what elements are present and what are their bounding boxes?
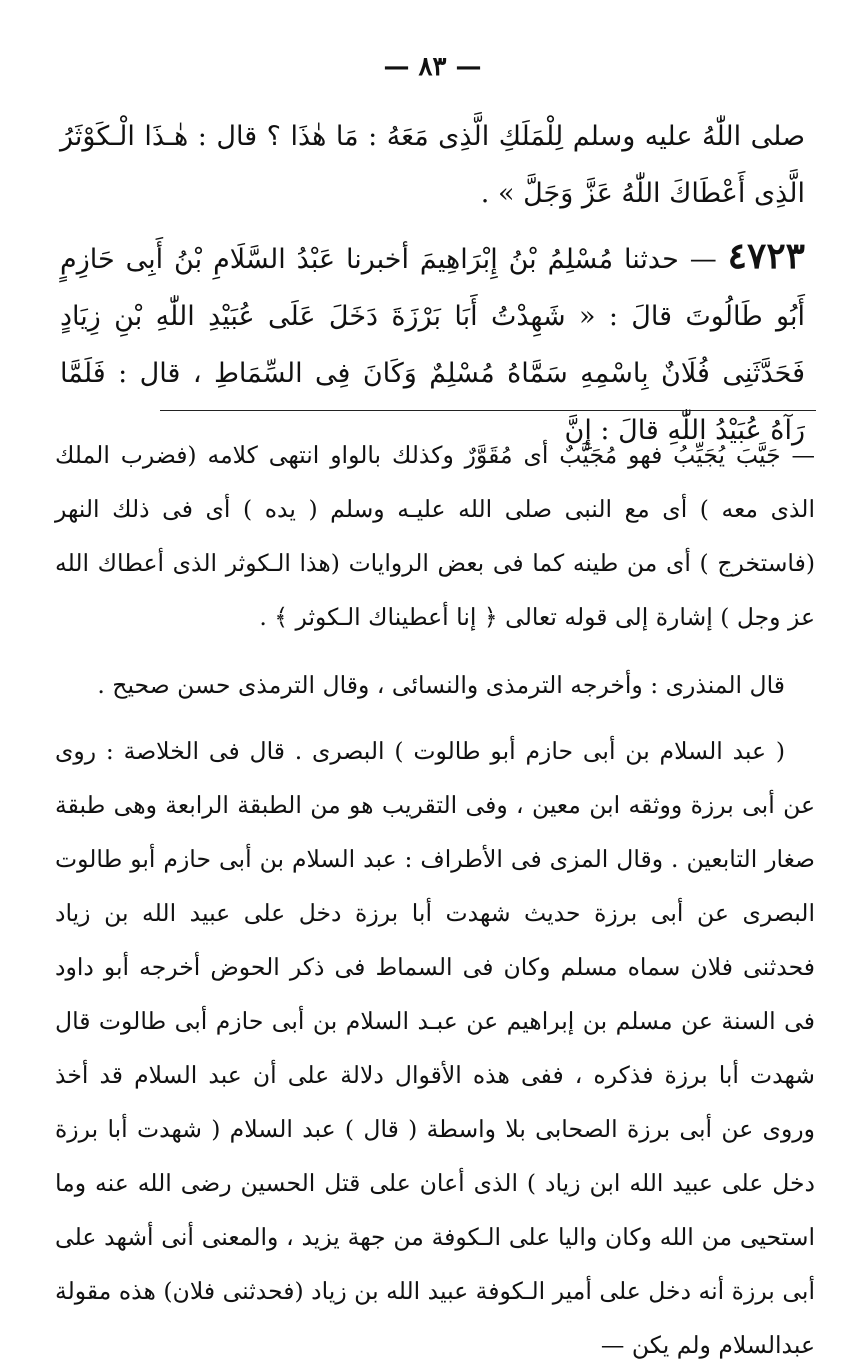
commentary-paragraph-3: ( عبد السلام بن أبى حازم أبو طالوت ) البصرى . قال فى الخلاصة : روى عن أبى برزة ووثقه ابن معين ، وفى التقريب هو من الطبقة الرابعة وهى طبقة صغار التابعين . وقال المزى فى الأطراف : عبد السلام بن أبى حازم أبو طالوت البصرى عن أبى برزة حديث شهدت أبا برزة دخل على عبيد الله بن زياد فحدثنى فلان سماه مسلم وكان فى السماط فى ذكر الحوض أخرجه أبو داود فى السنة عن مسلم بن إبراهيم عن عبـد السلام بن أبى حازم أبى طالوت قال شهدت أبا برزة فذكره ، ففى هذه الأقوال دلالة على أن عبد السلام قد أخذ وروى عن أبى برزة الصحابى بلا واسطة ( قال ) عبد السلام ( شهدت أبا برزة دخل على عبيد الله ابن زياد ) الذى أعان على قتل الحسين رضى الله عنه وما استحيى من الله وكان واليا على الـكوفة من جهة يزيد ، والمعنى أنى أشهد على أبى برزة أنه دخل على أمير الـكوفة عبيد الله بن زياد (فحدثنى فلان) هذه مقولة عبدالسلام ولم يكن — — [55, 737, 815, 1359]
footnote-divider — [160, 410, 816, 411]
hadith-text: — حدثنا مُسْلِمُ بْنُ إِبْرَاهِيمَ أخبرنا عَبْدُ السَّلَامِ بْنُ أَبِى حَازِمٍ أَبُو طَالُوتَ قالَ : « شَهِدْتُ أَبَا بَرْزَةَ دَخَلَ عَلَى عُبَيْدِ اللّٰهِ بْنِ زِيَادٍ فَحَدَّثَنِى فُلَانٌ بِاسْمِهِ سَمَّاهُ مُسْلِمٌ وَكَانَ فِى السِّمَاطِ ، قال : فَلَمَّا رَآهُ عُبَيْدُ اللّٰهِ قالَ : إِنَّ — [60, 244, 805, 446]
page-number: — ٨٣ — — [383, 52, 482, 82]
commentary-paragraph-1: — جَيَّبَ يُجَيِّبُ فهو مُجَيَّبٌ أى مُقَوَّرٌ وكذلك بالواو انتهى كلامه (فضرب الملك الذى معه ) أى مع النبى صلى الله عليـه وسلم ( يده ) أى فى ذلك النهر (فاستخرج ) أى من طينه كما فى بعض الروايات (هذا الـكوثر الذى أعطاك الله عز وجل ) إشارة إلى قوله تعالى ﴿ إنا أعطيناك الـكوثر ﴾ . — [55, 441, 815, 631]
commentary-paragraph-2: قال المنذرى : وأخرجه الترمذى والنسائى ، وقال الترمذى حسن صحيح . — [97, 671, 785, 699]
hadith-section — [60, 108, 805, 459]
hadith-continuation: صلى اللّٰهُ عليه وسلم لِلْمَلَكِ الَّذِى مَعَهُ : مَا هٰذَا ؟ قال : هٰـذَا الْـكَوْثَرُ الَّذِى أَعْطَاكَ اللّٰهُ عَزَّ وَجَلَّ » . — [60, 121, 805, 209]
hadith-number: ٤٧٢٣ — [727, 235, 805, 277]
hadith-paragraph — [60, 228, 805, 459]
commentary-section — [55, 428, 815, 1372]
